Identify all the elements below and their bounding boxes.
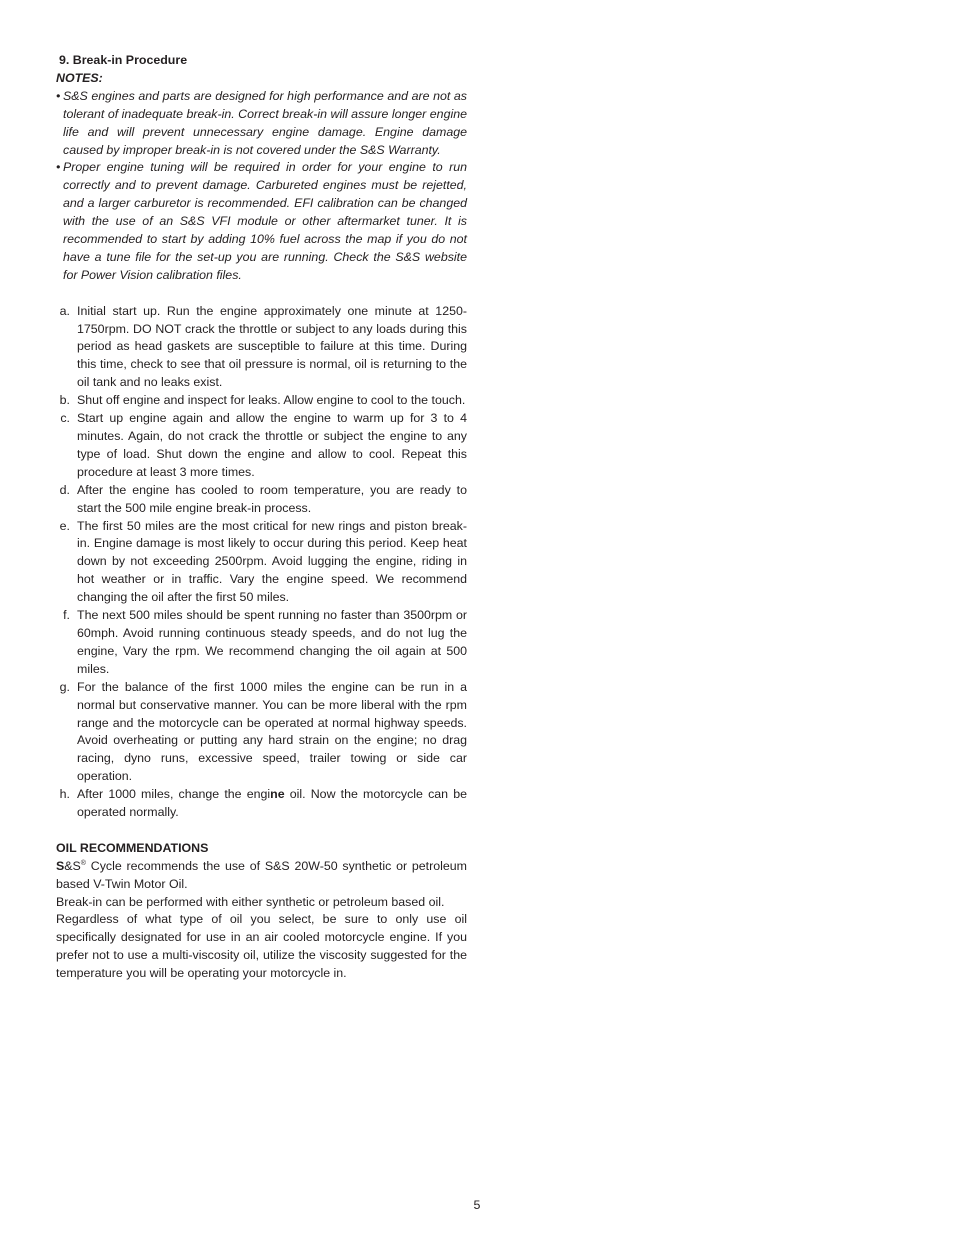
step-text: The first 50 miles are the most critical for new rings and piston break-in. Engine damage is most likely to occur during this period. Keep heat down by not exceeding 2500rpm. Avoid lugging the engine, riding in hot weather or in traffic. Vary the engine speed. We recommend changing the oil after the first 50 miles. — [77, 518, 467, 605]
bullet: • — [56, 160, 61, 175]
step-label: a. — [59, 303, 70, 318]
step-label: c. — [60, 411, 70, 426]
step-text: After the engine has cooled to room temperature, you are ready to start the 500 mile engine break-in process. — [77, 482, 467, 515]
step-item — [56, 482, 467, 518]
step-label: f. — [63, 608, 70, 623]
step-item — [56, 786, 467, 822]
page-number: 5 — [473, 1198, 481, 1212]
step-label: d. — [59, 482, 70, 497]
step-text: For the balance of the first 1000 miles the engine can be run in a normal but conservative manner. You can be more liberal with the rpm range and the motorcycle can be operated at normal highway speeds. Avoid overheating or putting any hard strain on the engine; no drag racing, dyno runs, excessive speed, trailer towing or side car operation. — [77, 679, 467, 784]
step-item — [56, 607, 467, 679]
spacer — [56, 822, 467, 840]
step-text-part: After 1000 miles, change the engi — [77, 787, 271, 802]
step-label: g. — [59, 679, 70, 694]
step-item — [56, 410, 467, 482]
oil-paragraph — [56, 858, 467, 894]
oil-paragraph: Break-in can be performed with either synthetic or petroleum based oil. — [56, 894, 445, 909]
note-text: S&S engines and parts are designed for high performance and are not as tolerant of inadequate break-in. Correct break-in will assure longer engine life and will prevent unnecessary engine damage. Engine damage caused by improper break-in is not covered under the S&S Warranty. — [63, 88, 467, 157]
section-heading: 9. Break-in Procedure — [59, 53, 188, 67]
step-item — [56, 518, 467, 608]
manual-text-column — [56, 52, 467, 983]
step-text: Shut off engine and inspect for leaks. Allow engine to cool to the touch. — [77, 393, 466, 408]
oil-paragraph: Regardless of what type of oil you select, be sure to only use oil specifically designated for use in an air cooled motorcycle engine. If you prefer not to use a multi-viscosity oil, utilize the viscosity suggested for the temperature you will be operating your motorcycle in. — [56, 912, 467, 981]
bullet: • — [56, 88, 61, 103]
step-item — [56, 679, 467, 786]
note-text: Proper engine tuning will be required in order for your engine to run correctly and to prevent damage. Carbureted engines must be rejetted, and a larger carburetor is recommended. EFI calibration can be changed with the use of an S&S VFI module or other aftermarket tuner. It is recommended to start by adding 10% fuel across the map if you do not have a tune file for the set-up you are running. Check the S&S website for Power Vision calibration files. — [63, 160, 467, 282]
spacer — [56, 285, 467, 303]
step-label: b. — [59, 393, 70, 408]
note-item — [56, 88, 467, 160]
step-item — [56, 303, 467, 393]
step-text-part: oil. Now the motorcycle can be operated normally. — [77, 787, 467, 820]
notes-label: NOTES: — [56, 70, 103, 85]
oil-first-letter: S — [56, 858, 65, 873]
step-item — [56, 392, 467, 410]
step-text: Initial start up. Run the engine approximately one minute at 1250-1750rpm. DO NOT crack the throttle or subject to any loads during this period as head gaskets are susceptible to failure at this time. During this time, check to see that oil pressure is normal, oil is returning to the oil tank and no leaks exist. — [77, 303, 467, 390]
step-label: e. — [59, 518, 70, 533]
step-label: h. — [59, 787, 70, 802]
step-text: The next 500 miles should be spent running no faster than 3500rpm or 60mph. Avoid running continuous steady speeds, and do not lug the engine, Vary the rpm. We recommend changing the oil again at 500 miles. — [77, 608, 467, 676]
note-item — [56, 159, 467, 284]
registered-mark: ® — [80, 859, 86, 867]
oil-section-title: OIL RECOMMENDATIONS — [56, 840, 209, 855]
oil-text-part: &S — [64, 858, 81, 873]
oil-text-part: Cycle recommends the use of S&S 20W-50 synthetic or petroleum based V-Twin Motor Oil. — [56, 858, 467, 891]
step-text-bold: ne — [270, 787, 285, 802]
step-text: Start up engine again and allow the engine to warm up for 3 to 4 minutes. Again, do not crack the throttle or subject the engine to any type of load. Shut down the engine and allow to cool. Repeat this procedure at least 3 more times. — [77, 411, 467, 479]
